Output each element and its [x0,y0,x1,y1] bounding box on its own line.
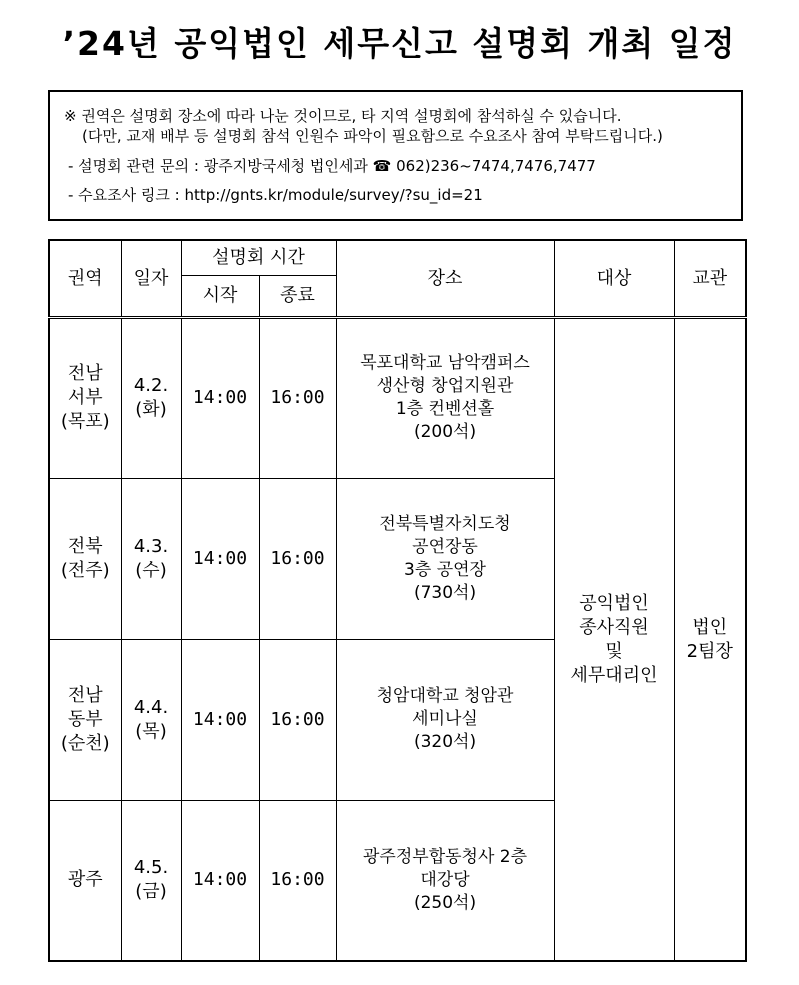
header-venue: 장소 [336,240,554,318]
end-time-cell: 16:00 [259,318,336,479]
end-time-cell: 16:00 [259,800,336,961]
notice-box [48,90,743,221]
instructor-cell: 법인 2팀장 [674,318,746,962]
notice-line-contact: - 설명회 관련 문의 : 광주지방국세청 법인세과 ☎ 062)236~7474,7476,7477 [68,157,596,175]
venue-cell: 전북특별자치도청 공연장동 3층 공연장 (730석) [336,478,554,639]
header-region: 권역 [49,240,121,318]
region-cell: 광주 [49,800,121,961]
venue-cell: 광주정부합동청사 2층 대강당 (250석) [336,800,554,961]
target-cell: 공익법인 종사직원 및 세무대리인 [554,318,674,962]
header-start: 시작 [181,276,259,318]
notice-line-region: ※ 권역은 설명회 장소에 따라 나눈 것이므로, 타 지역 설명회에 참석하실 수 있습니다. [64,107,622,125]
schedule-table [48,239,747,962]
notice-line-survey-request: (다만, 교재 배부 등 설명회 참석 인원수 파악이 필요함으로 수요조사 참여 부탁드립니다.) [82,127,663,145]
header-end: 종료 [259,276,336,318]
date-cell: 4.4. (목) [121,639,181,800]
page-title: ’24년 공익법인 세무신고 설명회 개최 일정 [62,24,737,63]
venue-cell: 청암대학교 청암관 세미나실 (320석) [336,639,554,800]
header-time: 설명회 시간 [181,240,336,276]
date-cell: 4.3. (수) [121,478,181,639]
date-cell: 4.5. (금) [121,800,181,961]
table-row [49,318,746,479]
end-time-cell: 16:00 [259,478,336,639]
region-cell: 전북 (전주) [49,478,121,639]
date-cell: 4.2. (화) [121,318,181,479]
start-time-cell: 14:00 [181,800,259,961]
start-time-cell: 14:00 [181,318,259,479]
header-date: 일자 [121,240,181,318]
header-target: 대상 [554,240,674,318]
start-time-cell: 14:00 [181,639,259,800]
region-cell: 전남 동부 (순천) [49,639,121,800]
start-time-cell: 14:00 [181,478,259,639]
region-cell: 전남 서부 (목포) [49,318,121,479]
end-time-cell: 16:00 [259,639,336,800]
venue-cell: 목포대학교 남악캠퍼스 생산형 창업지원관 1층 컨벤션홀 (200석) [336,318,554,479]
notice-line-survey-link[interactable]: - 수요조사 링크 : http://gnts.kr/module/survey/?su_id=21 [68,186,483,204]
header-instructor: 교관 [674,240,746,318]
